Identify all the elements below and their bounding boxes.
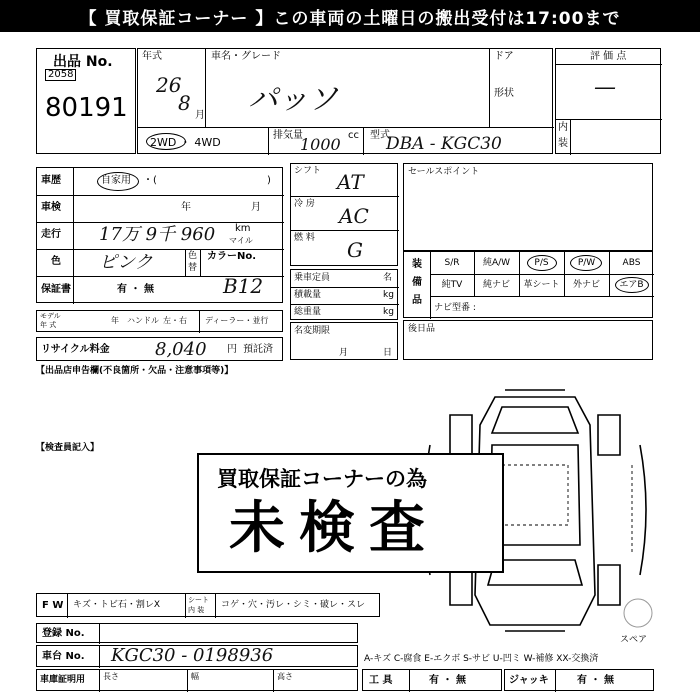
year-label: 年式: [142, 51, 162, 62]
stamp-line1: 買取保証コーナーの為: [217, 467, 427, 491]
score-box: [555, 48, 661, 154]
door-label: ドア: [494, 51, 514, 62]
model-year-label-1: モデル: [40, 312, 61, 320]
shift-box: [290, 163, 398, 266]
load-label: 積載量: [294, 290, 322, 300]
history-box: [36, 167, 283, 303]
interior-label-2: 装: [558, 138, 568, 149]
registration-box: [36, 623, 358, 643]
equip-sr: S/R: [444, 258, 460, 268]
spare-tire: [624, 599, 652, 627]
history-paren-close: ): [267, 175, 271, 186]
color-value: ピンク: [99, 252, 153, 273]
length-label: 長さ: [103, 672, 119, 681]
month-suffix: 月: [195, 110, 205, 121]
equipment-label-1: 装: [412, 259, 422, 270]
history-label: 車歴: [41, 175, 61, 186]
interior-label-1: 内: [558, 122, 568, 133]
score-label: 評 価 点: [590, 51, 627, 62]
load-unit: kg: [383, 290, 394, 300]
inspection-month-label: 月: [251, 202, 261, 213]
chassis-box: [36, 645, 358, 667]
recycle-box: [36, 337, 283, 361]
shift-label: シフト: [294, 166, 322, 176]
inspection-label: 車検: [41, 202, 61, 213]
month-value: 8: [178, 91, 191, 115]
lot-label: 出品 No.: [53, 54, 113, 70]
seat-label-2: 内 装: [188, 606, 205, 614]
displacement-value: 1000: [300, 135, 341, 154]
equip-alloy: 純A/W: [482, 258, 511, 268]
gross-unit: kg: [383, 307, 394, 317]
name-change-label: 名変期限: [294, 326, 331, 336]
color-change-label-2: 替: [188, 263, 198, 273]
mileage-value: 17万 9千 960: [99, 224, 216, 245]
seller-notes-label: 【出品店申告欄(不良箇所・欠品・注意事項等)】: [36, 366, 234, 376]
shape-label: 形状: [494, 88, 514, 99]
after-day-box: [403, 320, 653, 360]
name-change-day: 日: [383, 348, 393, 358]
history-value: 自家用: [101, 175, 131, 186]
name-change-box: [290, 322, 398, 360]
jack-label: ジャッキ: [509, 675, 549, 686]
fuel-label: 燃 料: [294, 233, 315, 243]
tools-label: 工 具: [369, 675, 393, 686]
gross-label: 総重量: [294, 307, 322, 317]
inspection-year-label: 年: [181, 202, 191, 213]
after-day-label: 後日品: [408, 324, 436, 334]
equipment-box: [403, 251, 653, 318]
equip-leather: 革シート: [523, 280, 560, 290]
model-year-label-2: 年 式: [40, 321, 57, 329]
sales-point-label: セールスポイント: [408, 167, 480, 177]
handle-value: 左・右: [163, 316, 187, 325]
capacity-label: 乗車定員: [294, 273, 331, 283]
handle-label: ハンドル: [127, 316, 159, 325]
km-label: km: [235, 223, 251, 234]
certificate-box: [36, 669, 358, 691]
equip-abs: ABS: [622, 258, 641, 268]
chassis-value: KGC30 - 0198936: [111, 645, 274, 666]
equip-airbag: エアB: [619, 280, 644, 290]
name-label: 車名・グレード: [211, 51, 281, 62]
sales-point-box: [403, 163, 653, 251]
chassis-label: 車台 No.: [42, 651, 85, 662]
displacement-unit: cc: [348, 130, 359, 141]
tools-value: 有 ・ 無: [429, 675, 466, 686]
equip-tv: 純TV: [441, 280, 463, 290]
seat-label-1: シート: [188, 596, 209, 604]
model-year-box: [36, 310, 283, 332]
color-no-label: カラーNo.: [207, 251, 257, 262]
vehicle-info-box: [137, 48, 553, 154]
lot-number-box: [36, 48, 136, 154]
equip-ext-navi: 外ナビ: [572, 280, 600, 290]
equipment-label-2: 備: [412, 277, 422, 288]
year-value: 26: [156, 73, 182, 97]
shift-value: AT: [337, 170, 364, 194]
model-year-year: 年: [111, 316, 119, 325]
mile-label: マイル: [229, 236, 253, 245]
capacity-box: [290, 269, 398, 320]
drive-label: 2WD ・ 4WD: [150, 136, 221, 149]
recycle-label: リサイクル料金: [41, 344, 110, 355]
inspector-label: 【検査員記入】: [36, 443, 100, 453]
fw-box: [36, 593, 380, 617]
spare-label: スペア: [620, 635, 648, 645]
height-label: 高さ: [277, 672, 293, 681]
registration-label: 登録 No.: [42, 628, 85, 639]
capacity-unit: 名: [383, 273, 393, 283]
certificate-label: 車庫証明用: [40, 675, 86, 685]
model-label: 型式: [370, 130, 390, 141]
recycle-unit: 円: [227, 344, 237, 355]
aircon-value: AC: [339, 204, 369, 228]
lot-small-code: 2058: [45, 69, 76, 81]
navi-model-label: ナビ型番 :: [434, 303, 476, 313]
seat-value: コゲ・穴・汚レ・シミ・破レ・スレ: [221, 600, 366, 610]
lot-number: 80191: [45, 93, 128, 123]
aircon-label: 冷 房: [294, 199, 315, 209]
fw-label: F W: [42, 600, 64, 611]
recycle-note: 預託済: [243, 344, 273, 355]
dealer-label: ディーラー・並行: [205, 316, 269, 325]
equip-pw: P/W: [577, 258, 596, 268]
recycle-value: 8,040: [155, 339, 207, 360]
warranty-label: 保証書: [41, 284, 71, 295]
history-paren: ・(: [143, 175, 157, 186]
damage-legend: A-キズ C-腐食 E-エクボ S-サビ U-凹ミ W-補修 XX-交換済: [364, 654, 599, 664]
score-value: —: [594, 75, 616, 100]
fuel-value: G: [347, 238, 363, 262]
equipment-label-3: 品: [412, 295, 422, 306]
jack-value: 有 ・ 無: [577, 675, 614, 686]
equip-ps: P/S: [534, 258, 549, 268]
color-change-label-1: 色: [188, 251, 198, 261]
displacement-label: 排気量: [273, 130, 303, 141]
name-change-month: 月: [339, 348, 349, 358]
fw-value: キズ・トビ石・割レX: [73, 600, 160, 610]
model-value: DBA - KGC30: [386, 134, 502, 154]
color-no-value: B12: [223, 274, 264, 298]
equip-navi: 純ナビ: [482, 280, 510, 290]
width-label: 幅: [191, 672, 199, 681]
jack-box: [504, 669, 654, 691]
banner: 【 買取保証コーナー 】この車両の土曜日の搬出受付は17:00まで: [0, 0, 700, 32]
name-value: パッソ: [248, 82, 338, 117]
color-label: 色: [51, 256, 61, 267]
warranty-value: 有 ・ 無: [117, 284, 154, 295]
not-inspected-stamp: [197, 453, 504, 573]
tools-box: [362, 669, 502, 691]
mileage-label: 走行: [41, 229, 61, 240]
stamp-line2: 未検査: [229, 496, 439, 561]
